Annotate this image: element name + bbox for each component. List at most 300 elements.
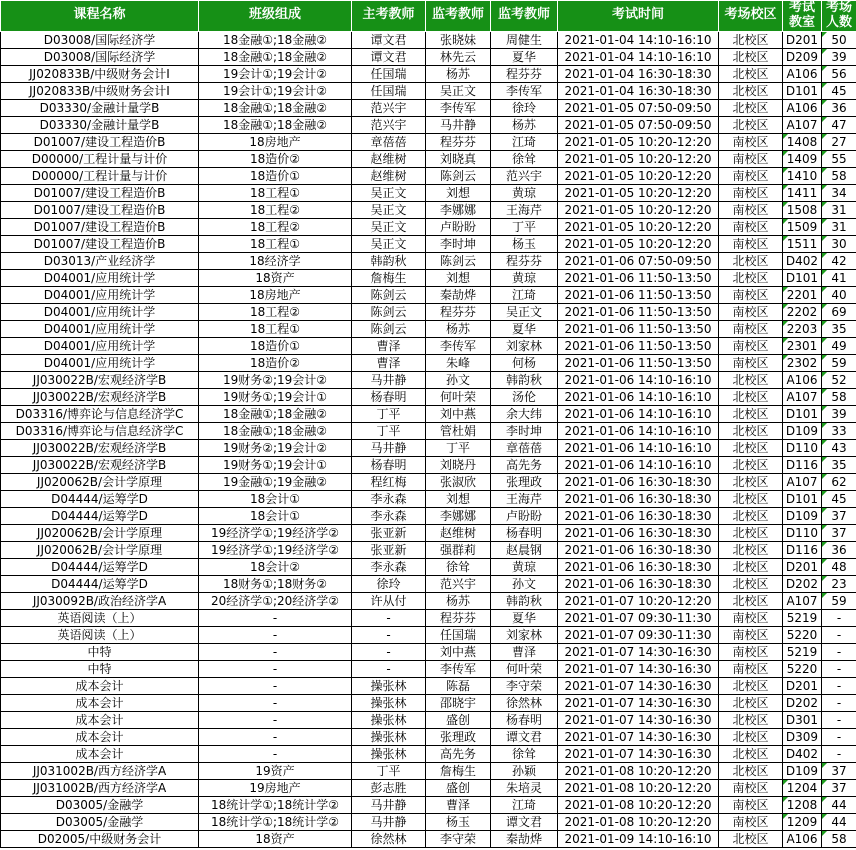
cell-course[interactable]: 成本会计 [1,711,199,728]
cell-campus[interactable]: 北校区 [719,592,783,609]
cell-room[interactable]: A107 [783,592,822,609]
cell-examiner[interactable]: 李永森 [352,558,426,575]
cell-time[interactable]: 2021-01-06 11:50-13:50 [558,337,719,354]
cell-proctor1[interactable]: 秦劼烨 [426,286,491,303]
cell-proctor1[interactable]: 詹梅生 [426,762,491,779]
cell-campus[interactable]: 南校区 [719,643,783,660]
cell-course[interactable]: D03316/博弈论与信息经济学C [1,422,199,439]
cell-size-flagged[interactable]: 69 [822,303,856,320]
cell-proctor1[interactable]: 张理政 [426,728,491,745]
cell-examiner[interactable]: 赵维树 [352,150,426,167]
cell-classes[interactable]: 18经济学 [199,252,352,269]
cell-size-flagged[interactable]: 48 [822,558,856,575]
cell-room-flagged[interactable]: 1408 [783,133,822,150]
cell-classes[interactable]: 18房地产 [199,286,352,303]
cell-campus[interactable]: 北校区 [719,507,783,524]
cell-classes[interactable]: 18工程② [199,218,352,235]
cell-proctor1[interactable]: 强群莉 [426,541,491,558]
cell-course[interactable]: D01007/建设工程造价B [1,184,199,201]
cell-examiner[interactable]: 任国瑞 [352,65,426,82]
cell-proctor1[interactable]: 杨苏 [426,320,491,337]
cell-room-flagged[interactable]: 1508 [783,201,822,218]
cell-course[interactable]: D02005/中级财务会计 [1,830,199,847]
cell-classes[interactable]: - [199,626,352,643]
header-cell-proctor2[interactable]: 监考教师 [491,1,558,32]
cell-course[interactable]: D03008/国际经济学 [1,48,199,65]
cell-campus[interactable]: 北校区 [719,677,783,694]
cell-examiner[interactable]: 彭志胜 [352,779,426,796]
cell-proctor1[interactable]: 孙文 [426,371,491,388]
cell-size-flagged[interactable]: 31 [822,218,856,235]
cell-classes[interactable]: 19经济学①;19经济学② [199,541,352,558]
cell-campus[interactable]: 北校区 [719,711,783,728]
cell-size[interactable]: - [822,626,856,643]
cell-campus[interactable]: 北校区 [719,830,783,847]
cell-size-flagged[interactable]: 41 [822,269,856,286]
cell-time[interactable]: 2021-01-04 14:10-16:10 [558,48,719,65]
cell-proctor1[interactable]: 李传军 [426,337,491,354]
cell-classes[interactable]: 19财务②;19会计② [199,439,352,456]
cell-proctor2[interactable]: 朱培灵 [491,779,558,796]
cell-classes[interactable]: 18金融①;18金融② [199,422,352,439]
cell-classes[interactable]: 18统计学①;18统计学② [199,796,352,813]
cell-proctor2[interactable]: 徐耸 [491,745,558,762]
cell-campus[interactable]: 北校区 [719,575,783,592]
cell-size-flagged[interactable]: 58 [822,388,856,405]
cell-time[interactable]: 2021-01-04 14:10-16:10 [558,31,719,48]
cell-campus[interactable]: 北校区 [719,694,783,711]
cell-room-flagged[interactable]: 1409 [783,150,822,167]
cell-course[interactable]: D04444/运筹学D [1,575,199,592]
cell-size-flagged[interactable]: 31 [822,201,856,218]
cell-proctor2[interactable]: 杨苏 [491,116,558,133]
cell-time[interactable]: 2021-01-06 14:10-16:10 [558,422,719,439]
cell-campus[interactable]: 南校区 [719,286,783,303]
cell-course[interactable]: D04001/应用统计学 [1,286,199,303]
cell-size-flagged[interactable]: 42 [822,252,856,269]
cell-room[interactable]: D301 [783,711,822,728]
cell-proctor1[interactable]: 刘中燕 [426,405,491,422]
cell-proctor1[interactable]: 何叶荣 [426,388,491,405]
cell-proctor2[interactable]: 吴正文 [491,303,558,320]
cell-campus[interactable]: 北校区 [719,99,783,116]
cell-campus[interactable]: 南校区 [719,235,783,252]
cell-course[interactable]: D03005/金融学 [1,796,199,813]
cell-classes[interactable]: 18会计① [199,490,352,507]
cell-proctor1[interactable]: 卢盼盼 [426,218,491,235]
cell-examiner[interactable]: 赵维树 [352,167,426,184]
cell-room-flagged[interactable]: 2301 [783,337,822,354]
cell-proctor1[interactable]: 杨苏 [426,65,491,82]
cell-course[interactable]: JJ031002B/西方经济学A [1,762,199,779]
cell-room-flagged[interactable]: 2202 [783,303,822,320]
cell-campus[interactable]: 北校区 [719,269,783,286]
cell-proctor2[interactable]: 丁平 [491,218,558,235]
cell-size-flagged[interactable]: 59 [822,592,856,609]
cell-campus[interactable]: 北校区 [719,745,783,762]
cell-size[interactable]: - [822,694,856,711]
cell-proctor1[interactable]: 徐耸 [426,558,491,575]
cell-examiner[interactable]: 许从付 [352,592,426,609]
cell-room-flagged[interactable]: 2203 [783,320,822,337]
cell-proctor1[interactable]: 刘想 [426,490,491,507]
cell-examiner[interactable]: 章蓓蓓 [352,133,426,150]
cell-proctor2[interactable]: 曹泽 [491,643,558,660]
cell-proctor1[interactable]: 李传军 [426,660,491,677]
cell-campus[interactable]: 南校区 [719,133,783,150]
cell-course[interactable]: D03008/国际经济学 [1,31,199,48]
cell-campus[interactable]: 南校区 [719,150,783,167]
cell-size-flagged[interactable]: 39 [822,405,856,422]
cell-size-flagged[interactable]: 58 [822,167,856,184]
cell-time[interactable]: 2021-01-06 16:30-18:30 [558,575,719,592]
cell-examiner[interactable]: 马井静 [352,813,426,830]
cell-proctor2[interactable]: 黄琼 [491,269,558,286]
cell-examiner[interactable]: 曹泽 [352,337,426,354]
cell-proctor1[interactable]: 朱峰 [426,354,491,371]
cell-room[interactable]: D109 [783,507,822,524]
cell-time[interactable]: 2021-01-04 16:30-18:30 [558,82,719,99]
cell-campus[interactable]: 南校区 [719,779,783,796]
cell-room[interactable]: A107 [783,473,822,490]
cell-classes[interactable]: 19会计①;19会计② [199,65,352,82]
cell-course[interactable]: D04001/应用统计学 [1,354,199,371]
cell-size-flagged[interactable]: 30 [822,235,856,252]
cell-proctor1[interactable]: 刘想 [426,184,491,201]
cell-proctor1[interactable]: 杨玉 [426,813,491,830]
cell-proctor2[interactable]: 何叶荣 [491,660,558,677]
cell-examiner[interactable]: 马井静 [352,439,426,456]
cell-examiner[interactable]: 马井静 [352,796,426,813]
cell-campus[interactable]: 南校区 [719,796,783,813]
header-cell-time[interactable]: 考试时间 [558,1,719,32]
cell-room[interactable]: D201 [783,31,822,48]
cell-time[interactable]: 2021-01-05 10:20-12:20 [558,167,719,184]
cell-classes[interactable]: 18工程① [199,235,352,252]
cell-classes[interactable]: 19经济学①;19经济学② [199,524,352,541]
cell-proctor2[interactable]: 赵晨钢 [491,541,558,558]
cell-time[interactable]: 2021-01-08 10:20-12:20 [558,796,719,813]
cell-proctor1[interactable]: 马井静 [426,116,491,133]
cell-time[interactable]: 2021-01-07 10:20-12:20 [558,592,719,609]
cell-proctor2[interactable]: 汤伦 [491,388,558,405]
cell-campus[interactable]: 南校区 [719,609,783,626]
cell-examiner[interactable]: - [352,643,426,660]
cell-examiner[interactable]: 张亚新 [352,541,426,558]
cell-classes[interactable]: 18造价① [199,167,352,184]
cell-campus[interactable]: 北校区 [719,82,783,99]
cell-proctor2[interactable]: 李传军 [491,82,558,99]
cell-proctor1[interactable]: 杨苏 [426,592,491,609]
cell-examiner[interactable]: 李永森 [352,490,426,507]
cell-size-flagged[interactable]: 56 [822,65,856,82]
cell-campus[interactable]: 南校区 [719,201,783,218]
cell-proctor1[interactable]: 刘晓真 [426,150,491,167]
cell-classes[interactable]: 19财务②;19会计② [199,371,352,388]
cell-classes[interactable]: - [199,660,352,677]
cell-room[interactable]: D201 [783,558,822,575]
cell-size-flagged[interactable]: 47 [822,116,856,133]
cell-proctor2[interactable]: 章蓓蓓 [491,439,558,456]
cell-proctor1[interactable]: 李娜娜 [426,507,491,524]
cell-proctor1[interactable]: 陈剑云 [426,252,491,269]
cell-size-flagged[interactable]: 23 [822,575,856,592]
cell-examiner[interactable]: 范兴宇 [352,116,426,133]
cell-proctor1[interactable]: 程芬芬 [426,303,491,320]
cell-size-flagged[interactable]: 44 [822,813,856,830]
cell-course[interactable]: 中特 [1,660,199,677]
cell-course[interactable]: D04444/运筹学D [1,490,199,507]
cell-examiner[interactable]: 曹泽 [352,354,426,371]
cell-size[interactable]: - [822,660,856,677]
cell-room[interactable]: D202 [783,694,822,711]
cell-time[interactable]: 2021-01-09 14:10-16:10 [558,830,719,847]
cell-room[interactable]: D116 [783,456,822,473]
cell-time[interactable]: 2021-01-07 14:30-16:30 [558,677,719,694]
cell-room[interactable]: 5219 [783,609,822,626]
cell-room[interactable]: D110 [783,439,822,456]
cell-proctor2[interactable]: 刘家林 [491,626,558,643]
cell-proctor2[interactable]: 卢盼盼 [491,507,558,524]
cell-proctor1[interactable]: 任国瑞 [426,626,491,643]
cell-campus[interactable]: 南校区 [719,320,783,337]
cell-proctor2[interactable]: 程芬芬 [491,252,558,269]
cell-time[interactable]: 2021-01-07 14:30-16:30 [558,694,719,711]
cell-proctor1[interactable]: 陈剑云 [426,167,491,184]
cell-size[interactable]: - [822,677,856,694]
cell-course[interactable]: D00000/工程计量与计价 [1,167,199,184]
cell-time[interactable]: 2021-01-06 16:30-18:30 [558,558,719,575]
cell-course[interactable]: JJ020833B/中级财务会计Ⅰ [1,82,199,99]
cell-room-flagged[interactable]: 1411 [783,184,822,201]
cell-proctor1[interactable]: 李娜娜 [426,201,491,218]
cell-size-flagged[interactable]: 45 [822,82,856,99]
cell-proctor1[interactable]: 李守荣 [426,830,491,847]
cell-campus[interactable]: 北校区 [719,762,783,779]
cell-campus[interactable]: 北校区 [719,65,783,82]
cell-examiner[interactable]: 丁平 [352,405,426,422]
cell-classes[interactable]: 18会计① [199,507,352,524]
cell-proctor2[interactable]: 余大纬 [491,405,558,422]
cell-examiner[interactable]: - [352,626,426,643]
header-cell-room[interactable]: 考试教室 [783,1,822,32]
cell-classes[interactable]: 18财务①;18财务② [199,575,352,592]
cell-room[interactable]: D202 [783,575,822,592]
cell-room[interactable]: A106 [783,371,822,388]
cell-course[interactable]: D04001/应用统计学 [1,337,199,354]
cell-room-flagged[interactable]: 1204 [783,779,822,796]
cell-proctor1[interactable]: 刘晓丹 [426,456,491,473]
cell-examiner[interactable]: 陈剑云 [352,303,426,320]
cell-room-flagged[interactable]: 2302 [783,354,822,371]
cell-classes[interactable]: 18会计② [199,558,352,575]
cell-examiner[interactable]: 操张林 [352,677,426,694]
cell-campus[interactable]: 南校区 [719,167,783,184]
cell-campus[interactable]: 北校区 [719,541,783,558]
cell-campus[interactable]: 北校区 [719,48,783,65]
cell-classes[interactable]: - [199,711,352,728]
cell-time[interactable]: 2021-01-06 11:50-13:50 [558,286,719,303]
cell-proctor2[interactable]: 孙颖 [491,762,558,779]
header-cell-campus[interactable]: 考场校区 [719,1,783,32]
cell-time[interactable]: 2021-01-08 10:20-12:20 [558,762,719,779]
cell-examiner[interactable]: 杨春明 [352,388,426,405]
cell-course[interactable]: D04001/应用统计学 [1,303,199,320]
cell-time[interactable]: 2021-01-06 16:30-18:30 [558,541,719,558]
cell-proctor2[interactable]: 夏华 [491,609,558,626]
cell-course[interactable]: JJ020062B/会计学原理 [1,524,199,541]
cell-time[interactable]: 2021-01-05 07:50-09:50 [558,116,719,133]
cell-campus[interactable]: 北校区 [719,524,783,541]
cell-time[interactable]: 2021-01-06 16:30-18:30 [558,490,719,507]
cell-proctor2[interactable]: 谭文君 [491,813,558,830]
cell-size[interactable]: - [822,609,856,626]
cell-time[interactable]: 2021-01-05 10:20-12:20 [558,133,719,150]
cell-course[interactable]: JJ020062B/会计学原理 [1,541,199,558]
cell-examiner[interactable]: 程红梅 [352,473,426,490]
cell-size-flagged[interactable]: 37 [822,507,856,524]
cell-proctor2[interactable]: 黄琼 [491,184,558,201]
cell-size-flagged[interactable]: 58 [822,830,856,847]
cell-campus[interactable]: 北校区 [719,31,783,48]
cell-proctor1[interactable]: 丁平 [426,439,491,456]
cell-room[interactable]: A106 [783,830,822,847]
cell-room[interactable]: D402 [783,745,822,762]
cell-course[interactable]: D03316/博弈论与信息经济学C [1,405,199,422]
cell-classes[interactable]: 18金融①;18金融② [199,116,352,133]
cell-course[interactable]: JJ020833B/中级财务会计Ⅰ [1,65,199,82]
cell-campus[interactable]: 南校区 [719,354,783,371]
cell-classes[interactable]: 18金融①;18金融② [199,48,352,65]
cell-time[interactable]: 2021-01-06 16:30-18:30 [558,524,719,541]
cell-proctor1[interactable]: 李时坤 [426,235,491,252]
cell-size[interactable]: - [822,711,856,728]
cell-size-flagged[interactable]: 50 [822,31,856,48]
cell-size-flagged[interactable]: 55 [822,150,856,167]
cell-examiner[interactable]: 范兴宇 [352,99,426,116]
cell-time[interactable]: 2021-01-06 11:50-13:50 [558,269,719,286]
cell-course[interactable]: 成本会计 [1,694,199,711]
cell-time[interactable]: 2021-01-07 14:30-16:30 [558,643,719,660]
cell-proctor1[interactable]: 张淑欣 [426,473,491,490]
cell-time[interactable]: 2021-01-05 10:20-12:20 [558,184,719,201]
cell-proctor1[interactable]: 吴正文 [426,82,491,99]
cell-room[interactable]: D101 [783,405,822,422]
cell-course[interactable]: JJ030022B/宏观经济学B [1,371,199,388]
cell-examiner[interactable]: 操张林 [352,694,426,711]
cell-proctor2[interactable]: 夏华 [491,48,558,65]
cell-campus[interactable]: 北校区 [719,405,783,422]
cell-campus[interactable]: 南校区 [719,337,783,354]
cell-size-flagged[interactable]: 37 [822,779,856,796]
cell-proctor2[interactable]: 李守荣 [491,677,558,694]
cell-examiner[interactable]: 丁平 [352,422,426,439]
cell-classes[interactable]: - [199,643,352,660]
cell-classes[interactable]: 18统计学①;18统计学② [199,813,352,830]
cell-campus[interactable]: 北校区 [719,439,783,456]
cell-time[interactable]: 2021-01-06 07:50-09:50 [558,252,719,269]
cell-examiner[interactable]: 詹梅生 [352,269,426,286]
cell-proctor2[interactable]: 周健生 [491,31,558,48]
cell-room-flagged[interactable]: 1511 [783,235,822,252]
cell-proctor2[interactable]: 王海芹 [491,490,558,507]
cell-size[interactable]: - [822,643,856,660]
header-cell-proctor1[interactable]: 监考教师 [426,1,491,32]
cell-examiner[interactable]: 吴正文 [352,184,426,201]
cell-proctor2[interactable]: 黄琼 [491,558,558,575]
header-cell-examiner[interactable]: 主考教师 [352,1,426,32]
cell-time[interactable]: 2021-01-05 10:20-12:20 [558,150,719,167]
cell-time[interactable]: 2021-01-07 14:30-16:30 [558,745,719,762]
cell-campus[interactable]: 北校区 [719,422,783,439]
cell-proctor1[interactable]: 程芬芬 [426,609,491,626]
cell-examiner[interactable]: 韩韵秋 [352,252,426,269]
cell-campus[interactable]: 北校区 [719,388,783,405]
cell-proctor2[interactable]: 徐然林 [491,694,558,711]
cell-classes[interactable]: 18工程② [199,303,352,320]
cell-time[interactable]: 2021-01-07 14:30-16:30 [558,660,719,677]
cell-proctor2[interactable]: 程芬芬 [491,65,558,82]
cell-room-flagged[interactable]: 1509 [783,218,822,235]
cell-campus[interactable]: 北校区 [719,728,783,745]
cell-examiner[interactable]: 陈剑云 [352,286,426,303]
cell-size-flagged[interactable]: 59 [822,354,856,371]
cell-proctor2[interactable]: 杨玉 [491,235,558,252]
cell-size-flagged[interactable]: 27 [822,133,856,150]
cell-examiner[interactable]: 丁平 [352,762,426,779]
cell-time[interactable]: 2021-01-05 07:50-09:50 [558,99,719,116]
cell-examiner[interactable]: 徐玲 [352,575,426,592]
cell-classes[interactable]: 18造价① [199,337,352,354]
cell-examiner[interactable]: 陈剑云 [352,320,426,337]
cell-room[interactable]: D101 [783,269,822,286]
cell-size-flagged[interactable]: 39 [822,48,856,65]
cell-room[interactable]: 5220 [783,660,822,677]
cell-course[interactable]: D03330/金融计量学B [1,99,199,116]
cell-examiner[interactable]: 李永森 [352,507,426,524]
cell-room[interactable]: A107 [783,388,822,405]
cell-classes[interactable]: 18金融①;18金融② [199,405,352,422]
cell-campus[interactable]: 北校区 [719,116,783,133]
cell-proctor2[interactable]: 夏华 [491,320,558,337]
cell-proctor1[interactable]: 刘中燕 [426,643,491,660]
cell-proctor2[interactable]: 韩韵秋 [491,592,558,609]
cell-time[interactable]: 2021-01-06 16:30-18:30 [558,507,719,524]
cell-course[interactable]: D01007/建设工程造价B [1,133,199,150]
cell-campus[interactable]: 北校区 [719,490,783,507]
cell-size[interactable]: - [822,745,856,762]
cell-classes[interactable]: 19会计①;19会计② [199,82,352,99]
cell-size-flagged[interactable]: 35 [822,320,856,337]
cell-classes[interactable]: - [199,677,352,694]
cell-proctor1[interactable]: 管杜娟 [426,422,491,439]
cell-proctor2[interactable]: 杨春明 [491,524,558,541]
cell-examiner[interactable]: 杨春明 [352,456,426,473]
cell-classes[interactable]: 19财务①;19会计① [199,388,352,405]
cell-proctor2[interactable]: 韩韵秋 [491,371,558,388]
cell-proctor1[interactable]: 陈磊 [426,677,491,694]
cell-classes[interactable]: 19房地产 [199,779,352,796]
cell-campus[interactable]: 北校区 [719,456,783,473]
cell-room[interactable]: D101 [783,490,822,507]
cell-proctor2[interactable]: 王海芹 [491,201,558,218]
cell-room-flagged[interactable]: 1209 [783,813,822,830]
cell-examiner[interactable]: 操张林 [352,728,426,745]
cell-time[interactable]: 2021-01-06 14:10-16:10 [558,388,719,405]
cell-room[interactable]: A106 [783,65,822,82]
cell-examiner[interactable]: 吴正文 [352,235,426,252]
cell-size-flagged[interactable]: 33 [822,422,856,439]
